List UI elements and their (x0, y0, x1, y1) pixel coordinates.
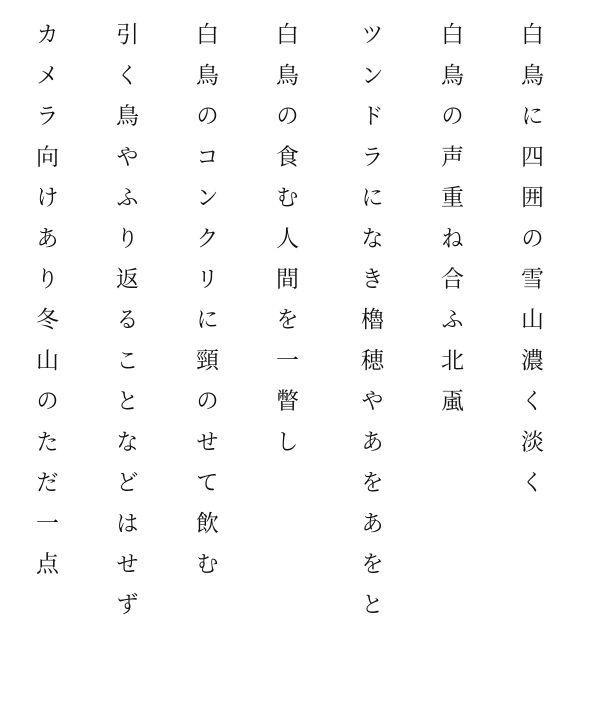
haiku-line-6: 引く鳥やふり返ることなどはせず (112, 22, 138, 633)
haiku-line-1: 白鳥に四囲の雪山濃く淡く (517, 22, 543, 511)
haiku-line-7: カメラ向けあり冬山のただ一点 (32, 22, 58, 592)
haiku-line-3: ツンドラになき櫓穂やあをあをと (357, 22, 383, 633)
haiku-line-4: 白鳥の食む人間を一瞥し (272, 22, 298, 470)
haiku-line-2: 白鳥の声重ね合ふ北颪 (437, 22, 463, 430)
haiku-line-5: 白鳥のコンクリに頸のせて飲む (192, 22, 218, 592)
